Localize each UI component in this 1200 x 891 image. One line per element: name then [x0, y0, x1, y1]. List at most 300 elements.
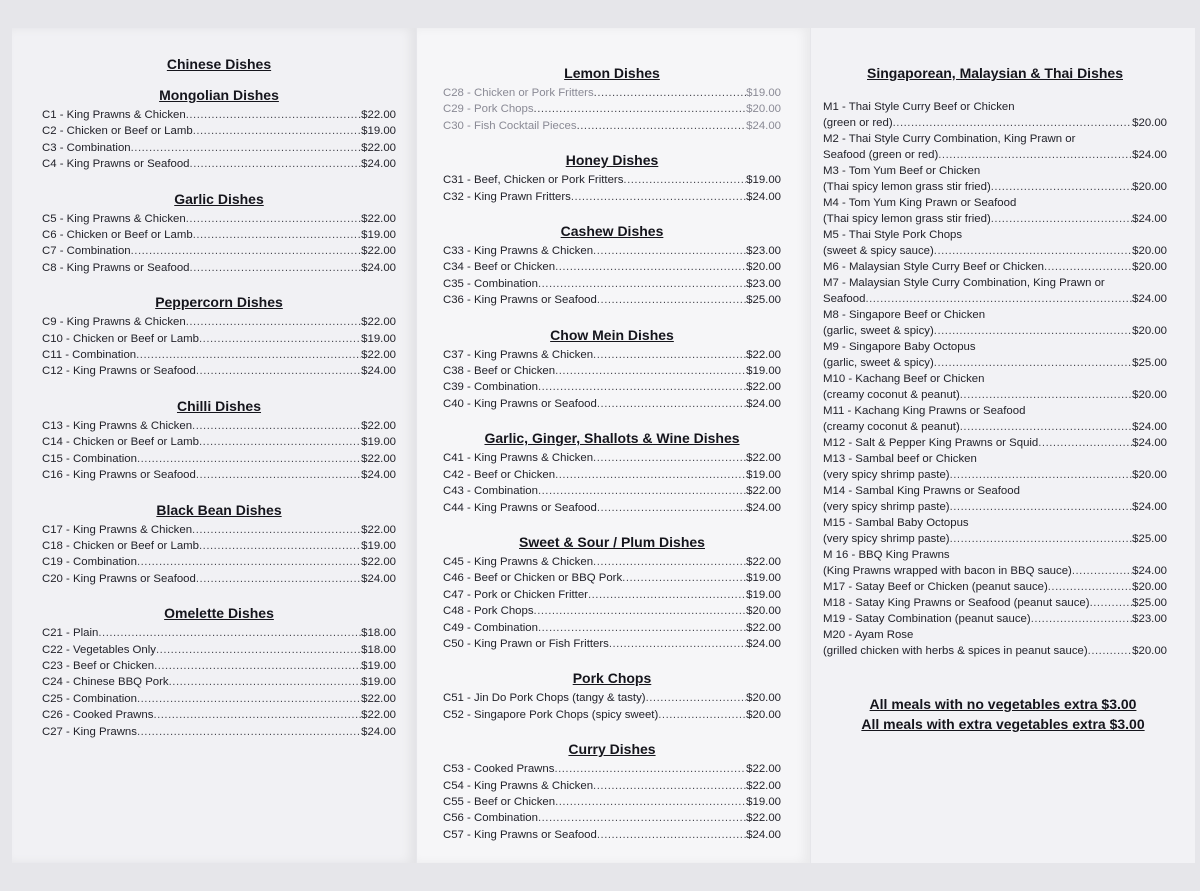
- menu-item: [443, 778, 781, 794]
- dot-leader: [538, 276, 746, 292]
- menu-item: [443, 620, 781, 636]
- item-name: C19 - Combination: [42, 556, 137, 569]
- item-name: C9 - King Prawns & Chicken: [42, 316, 186, 329]
- item-description: (Thai spicy lemon grass stir fried): [823, 213, 991, 225]
- item-name: C17 - King Prawns & Chicken: [42, 523, 193, 536]
- dot-leader: [597, 292, 746, 308]
- dot-leader: [593, 450, 746, 466]
- item-line: [823, 563, 1167, 579]
- dot-leader: [192, 522, 361, 538]
- dot-leader: [534, 101, 747, 117]
- item-price: $22.00: [361, 109, 396, 121]
- item-name: C6 - Chicken or Beef or Lamb: [42, 229, 193, 242]
- item-price: $22.00: [746, 348, 781, 361]
- dot-leader: [597, 500, 746, 516]
- item-price: $19.00: [746, 174, 781, 187]
- dot-leader: [137, 554, 361, 570]
- item-name: C48 - Pork Chops: [443, 605, 534, 618]
- item-name: C56 - Combination: [443, 812, 538, 825]
- item-line: [823, 211, 1167, 227]
- item-line: [823, 355, 1167, 371]
- menu-item: [443, 172, 781, 188]
- dot-leader: [169, 674, 362, 690]
- item-name: M19 - Satay Combination (peanut sauce): [823, 613, 1031, 625]
- dot-leader: [196, 571, 361, 587]
- item-price: $19.00: [361, 659, 396, 672]
- item-name: M 16 - BBQ King Prawns: [823, 549, 950, 561]
- item-line: [823, 291, 1167, 307]
- menu-column-left: [42, 56, 396, 758]
- item-name: C37 - King Prawns & Chicken: [443, 348, 594, 361]
- menu-item: [42, 658, 396, 674]
- item-name: C32 - King Prawn Fritters: [443, 190, 571, 203]
- menu-section: [42, 294, 396, 380]
- menu-item: [443, 396, 781, 412]
- dot-leader: [991, 179, 1132, 195]
- section-title: Omelette Dishes: [164, 605, 274, 622]
- menu-item: [42, 363, 396, 379]
- item-price: $20.00: [1132, 181, 1167, 193]
- item-name: C24 - Chinese BBQ Pork: [42, 676, 169, 689]
- item-name: C16 - King Prawns or Seafood: [42, 469, 196, 482]
- menu-section: [42, 87, 396, 173]
- item-price: $22.00: [361, 141, 396, 154]
- dot-leader: [950, 499, 1133, 515]
- item-name: C55 - Beef or Chicken: [443, 795, 556, 808]
- menu-item: [42, 538, 396, 554]
- item-price: $22.00: [361, 245, 396, 258]
- dot-leader: [950, 531, 1133, 547]
- item-name: M13 - Sambal beef or Chicken: [823, 453, 977, 465]
- dot-leader: [593, 778, 746, 794]
- item-price: $22.00: [361, 692, 396, 705]
- dot-leader: [186, 314, 361, 330]
- menu-column-right: [823, 65, 1167, 659]
- menu-item: [42, 625, 396, 641]
- item-price: $20.00: [746, 261, 781, 274]
- item-name: C41 - King Prawns & Chicken: [443, 452, 594, 465]
- menu-item: [443, 587, 781, 603]
- item-price: $24.00: [746, 828, 781, 841]
- item-price: $20.00: [1132, 389, 1167, 401]
- item-description: (very spicy shrimp paste): [823, 469, 950, 481]
- item-price: $22.00: [361, 316, 396, 329]
- item-price: $25.00: [1132, 533, 1167, 545]
- section-title: Black Bean Dishes: [156, 501, 282, 518]
- section-title: Sweet & Sour / Plum Dishes: [519, 533, 705, 550]
- item-name: C3 - Combination: [42, 141, 131, 154]
- dot-leader: [938, 147, 1132, 163]
- item-name: M6 - Malaysian Style Curry Beef or Chicken: [823, 261, 1044, 273]
- dot-leader: [571, 189, 746, 205]
- menu-item: [443, 570, 781, 586]
- item-name: C50 - King Prawn or Fish Fritters: [443, 637, 609, 650]
- item-price: $22.00: [746, 812, 781, 825]
- dot-leader: [156, 642, 361, 658]
- dot-leader: [1031, 611, 1132, 627]
- item-name: C44 - King Prawns or Seafood: [443, 501, 597, 514]
- menu-item: [443, 810, 781, 826]
- menu-item: [823, 339, 1167, 371]
- item-line: [823, 643, 1167, 659]
- menu-item: [42, 418, 396, 434]
- item-name: M20 - Ayam Rose: [823, 629, 914, 641]
- item-price: $18.00: [361, 627, 396, 640]
- item-price: $23.00: [1132, 613, 1167, 625]
- item-price: $19.00: [746, 365, 781, 378]
- item-price: $19.00: [746, 795, 781, 808]
- item-price: $19.00: [361, 676, 396, 689]
- menu-item: [823, 227, 1167, 259]
- item-price: $22.00: [746, 779, 781, 792]
- item-price: $20.00: [746, 605, 781, 618]
- item-description: (garlic, sweet & spicy): [823, 325, 934, 337]
- dot-leader: [153, 707, 361, 723]
- dot-leader: [1048, 579, 1132, 595]
- item-name: C13 - King Prawns & Chicken: [42, 419, 193, 432]
- dot-leader: [555, 259, 746, 275]
- item-name: C29 - Pork Chops: [443, 103, 534, 116]
- dot-leader: [98, 625, 361, 641]
- menu-item: [443, 243, 781, 259]
- menu-item: [823, 627, 1167, 659]
- menu-item: [823, 595, 1167, 611]
- item-line: [823, 499, 1167, 515]
- item-name: C12 - King Prawns or Seafood: [42, 365, 196, 378]
- section-title: Mongolian Dishes: [159, 87, 279, 103]
- menu-item: [42, 243, 396, 259]
- menu-item: [443, 259, 781, 275]
- menu-item: [823, 435, 1167, 451]
- menu-item: [823, 579, 1167, 595]
- item-name: C57 - King Prawns or Seafood: [443, 828, 597, 841]
- item-name: C51 - Jin Do Pork Chops (tangy & tasty): [443, 692, 646, 705]
- menu-item: [823, 307, 1167, 339]
- dot-leader: [934, 355, 1132, 371]
- menu-panel-left: [12, 28, 416, 863]
- item-price: $19.00: [361, 436, 396, 449]
- dot-leader: [538, 620, 746, 636]
- menu-panel-middle: [417, 28, 810, 863]
- item-name: C39 - Combination: [443, 381, 538, 394]
- item-price: $22.00: [746, 485, 781, 498]
- item-name: M3 - Tom Yum Beef or Chicken: [823, 165, 981, 177]
- menu-section: [443, 223, 781, 309]
- item-price: $24.00: [361, 725, 396, 738]
- dot-leader: [534, 603, 747, 619]
- menu-item: [42, 522, 396, 538]
- item-name: C43 - Combination: [443, 485, 538, 498]
- menu-item: [42, 571, 396, 587]
- section-title: Garlic Dishes: [174, 190, 264, 207]
- item-price: $24.00: [1132, 565, 1167, 577]
- footer-note-extra-veg: All meals with extra vegetables extra $3.00: [861, 716, 1145, 732]
- section-title: Peppercorn Dishes: [155, 294, 283, 311]
- dot-leader: [960, 387, 1132, 403]
- dot-leader: [190, 156, 362, 172]
- item-price: $23.00: [746, 245, 781, 258]
- item-price: $20.00: [746, 103, 781, 116]
- dot-leader: [190, 260, 362, 276]
- dot-leader: [538, 379, 746, 395]
- item-price: $24.00: [361, 158, 396, 171]
- item-line: [823, 115, 1167, 131]
- item-line: [823, 611, 1167, 627]
- dot-leader: [1090, 595, 1133, 611]
- item-name: M4 - Tom Yum King Prawn or Seafood: [823, 197, 1017, 209]
- item-price: $24.00: [746, 397, 781, 410]
- item-name: M12 - Salt & Pepper King Prawns or Squid: [823, 437, 1039, 449]
- menu-item: [443, 707, 781, 723]
- item-description: (very spicy shrimp paste): [823, 501, 950, 513]
- item-price: $24.00: [746, 190, 781, 203]
- menu-item: [42, 227, 396, 243]
- item-price: $22.00: [746, 763, 781, 776]
- item-line: [823, 419, 1167, 435]
- menu-item: [823, 547, 1167, 579]
- item-name: C21 - Plain: [42, 627, 99, 640]
- item-description: (King Prawns wrapped with bacon in BBQ sauce): [823, 565, 1072, 577]
- menu-item: [443, 483, 781, 499]
- menu-item: [42, 707, 396, 723]
- item-price: $24.00: [1132, 421, 1167, 433]
- dot-leader: [193, 227, 361, 243]
- dot-leader: [991, 211, 1132, 227]
- item-name: C18 - Chicken or Beef or Lamb: [42, 539, 200, 552]
- item-price: $19.00: [361, 332, 396, 345]
- dot-leader: [588, 587, 746, 603]
- item-price: $19.00: [746, 468, 781, 481]
- menu-item: [443, 500, 781, 516]
- item-line: [823, 243, 1167, 259]
- dot-leader: [555, 794, 746, 810]
- menu-item: [823, 259, 1167, 275]
- menu-item: [823, 371, 1167, 403]
- menu-item: [42, 724, 396, 740]
- menu-section: [443, 430, 781, 516]
- item-line: [823, 323, 1167, 339]
- item-price: $22.00: [746, 452, 781, 465]
- item-description: Seafood: [823, 293, 866, 305]
- dot-leader: [554, 761, 746, 777]
- dot-leader: [934, 243, 1132, 259]
- dot-leader: [555, 363, 746, 379]
- section-title: Curry Dishes: [568, 741, 656, 758]
- section-title: Honey Dishes: [565, 152, 659, 169]
- menu-item: [823, 611, 1167, 627]
- item-name: C7 - Combination: [42, 245, 131, 258]
- item-name: C34 - Beef or Chicken: [443, 261, 556, 274]
- menu-item: [443, 636, 781, 652]
- item-name: C53 - Cooked Prawns: [443, 763, 555, 776]
- dot-leader: [199, 331, 361, 347]
- menu-item: [42, 554, 396, 570]
- item-line: [823, 595, 1167, 611]
- dot-leader: [646, 690, 747, 706]
- item-line: [823, 467, 1167, 483]
- dot-leader: [893, 115, 1133, 131]
- item-name: C45 - King Prawns & Chicken: [443, 555, 594, 568]
- item-price: $22.00: [361, 709, 396, 722]
- menu-item: [42, 434, 396, 450]
- menu-section: [443, 327, 781, 413]
- item-name: M17 - Satay Beef or Chicken (peanut sauce): [823, 581, 1048, 593]
- item-line: [823, 147, 1167, 163]
- item-name: C49 - Combination: [443, 621, 538, 634]
- menu-item: [443, 761, 781, 777]
- dot-leader: [577, 118, 747, 134]
- dot-leader: [1044, 259, 1132, 275]
- menu-section: [443, 65, 781, 134]
- item-name: M11 - Kachang King Prawns or Seafood: [823, 405, 1026, 417]
- dot-leader: [131, 243, 362, 259]
- item-name: C40 - King Prawns or Seafood: [443, 397, 597, 410]
- menu-item: [823, 483, 1167, 515]
- item-description: (garlic, sweet & spicy): [823, 357, 934, 369]
- menu-section: [42, 605, 396, 740]
- item-description: (creamy coconut & peanut): [823, 389, 960, 401]
- item-name: C31 - Beef, Chicken or Pork Fritters: [443, 174, 624, 187]
- item-price: $19.00: [746, 87, 781, 99]
- menu-section: [42, 502, 396, 588]
- item-name: C23 - Beef or Chicken: [42, 659, 155, 672]
- item-price: $22.00: [746, 381, 781, 394]
- item-price: $23.00: [746, 277, 781, 290]
- item-name: C54 - King Prawns & Chicken: [443, 779, 594, 792]
- item-name: C46 - Beef or Chicken or BBQ Pork: [443, 572, 623, 585]
- menu-item: [42, 314, 396, 330]
- item-name: C38 - Beef or Chicken: [443, 365, 556, 378]
- dot-leader: [137, 691, 361, 707]
- item-name: C42 - Beef or Chicken: [443, 468, 556, 481]
- item-description: (sweet & spicy sauce): [823, 245, 934, 257]
- item-description: (green or red): [823, 117, 893, 129]
- item-name: C5 - King Prawns & Chicken: [42, 212, 186, 225]
- item-name: C26 - Cooked Prawns: [42, 709, 154, 722]
- item-price: $22.00: [361, 452, 396, 465]
- item-name: M1 - Thai Style Curry Beef or Chicken: [823, 101, 1015, 113]
- dot-leader: [192, 418, 361, 434]
- menu-item: [443, 85, 781, 101]
- item-price: $25.00: [746, 294, 781, 307]
- menu-item: [42, 107, 396, 123]
- item-name: M2 - Thai Style Curry Combination, King Prawn or: [823, 133, 1076, 145]
- item-line: [823, 435, 1167, 451]
- item-price: $20.00: [1132, 261, 1167, 273]
- menu-item: [443, 276, 781, 292]
- item-price: $22.00: [361, 523, 396, 536]
- menu-item: [42, 331, 396, 347]
- item-description: Seafood (green or red): [823, 149, 939, 161]
- item-price: $20.00: [1132, 117, 1167, 129]
- item-price: $19.00: [746, 588, 781, 601]
- menu-item: [42, 691, 396, 707]
- item-line: [823, 179, 1167, 195]
- item-name: C47 - Pork or Chicken Fritter: [443, 588, 588, 601]
- dot-leader: [154, 658, 361, 674]
- item-name: M5 - Thai Style Pork Chops: [823, 229, 963, 241]
- item-name: C22 - Vegetables Only: [42, 643, 156, 656]
- section-title: Singaporean, Malaysian & Thai Dishes: [867, 65, 1123, 81]
- menu-item: [443, 467, 781, 483]
- item-name: M10 - Kachang Beef or Chicken: [823, 373, 985, 385]
- menu-item: [443, 690, 781, 706]
- item-line: [823, 579, 1167, 595]
- item-price: $22.00: [361, 556, 396, 569]
- item-name: C28 - Chicken or Pork Fritters: [443, 87, 594, 99]
- menu-item: [443, 347, 781, 363]
- dot-leader: [199, 434, 361, 450]
- item-description: (creamy coconut & peanut): [823, 421, 960, 433]
- item-price: $24.00: [361, 365, 396, 378]
- dot-leader: [622, 570, 746, 586]
- item-price: $22.00: [746, 621, 781, 634]
- menu-section: [42, 191, 396, 277]
- item-price: $24.00: [361, 261, 396, 274]
- menu-item: [823, 515, 1167, 547]
- dot-leader: [538, 483, 746, 499]
- item-name: C36 - King Prawns or Seafood: [443, 294, 597, 307]
- dot-leader: [196, 467, 361, 483]
- menu-item: [42, 642, 396, 658]
- menu-item: [42, 211, 396, 227]
- item-price: $19.00: [361, 539, 396, 552]
- item-price: $24.00: [361, 469, 396, 482]
- item-price: $22.00: [361, 419, 396, 432]
- menu-section: [443, 741, 781, 843]
- dot-leader: [950, 467, 1133, 483]
- item-price: $20.00: [746, 692, 781, 705]
- menu-item: [42, 260, 396, 276]
- item-name: C10 - Chicken or Beef or Lamb: [42, 332, 200, 345]
- item-name: C1 - King Prawns & Chicken: [42, 109, 186, 121]
- menu-column-middle: [443, 65, 781, 861]
- dot-leader: [1072, 563, 1132, 579]
- menu-item: [443, 603, 781, 619]
- menu-item: [443, 379, 781, 395]
- dot-leader: [865, 291, 1132, 307]
- item-name: C15 - Combination: [42, 452, 137, 465]
- dot-leader: [1088, 643, 1133, 659]
- item-name: C27 - King Prawns: [42, 725, 137, 738]
- dot-leader: [137, 724, 361, 740]
- menu-item: [443, 827, 781, 843]
- menu-item: [42, 156, 396, 172]
- item-name: C25 - Combination: [42, 692, 137, 705]
- dot-leader: [196, 363, 361, 379]
- menu-item: [443, 118, 781, 134]
- menu-item: [42, 451, 396, 467]
- item-description: (grilled chicken with herbs & spices in peanut sauce): [823, 645, 1088, 657]
- dot-leader: [658, 707, 746, 723]
- item-name: C52 - Singapore Pork Chops (spicy sweet): [443, 708, 659, 721]
- item-price: $22.00: [746, 555, 781, 568]
- item-name: M15 - Sambal Baby Octopus: [823, 517, 969, 529]
- item-name: C35 - Combination: [443, 277, 538, 290]
- section-title: Chilli Dishes: [176, 397, 262, 414]
- item-price: $19.00: [361, 125, 396, 138]
- item-price: $18.00: [361, 643, 396, 656]
- item-price: $22.00: [361, 212, 396, 225]
- dot-leader: [597, 827, 746, 843]
- section-title: Lemon Dishes: [564, 65, 660, 81]
- item-name: M7 - Malaysian Style Curry Combination, King Prawn or: [823, 277, 1105, 289]
- dot-leader: [594, 85, 747, 101]
- dot-leader: [538, 810, 746, 826]
- footer-note-no-veg: All meals with no vegetables extra $3.00: [869, 696, 1137, 712]
- item-price: $19.00: [746, 572, 781, 585]
- section-title: Cashew Dishes: [560, 223, 664, 240]
